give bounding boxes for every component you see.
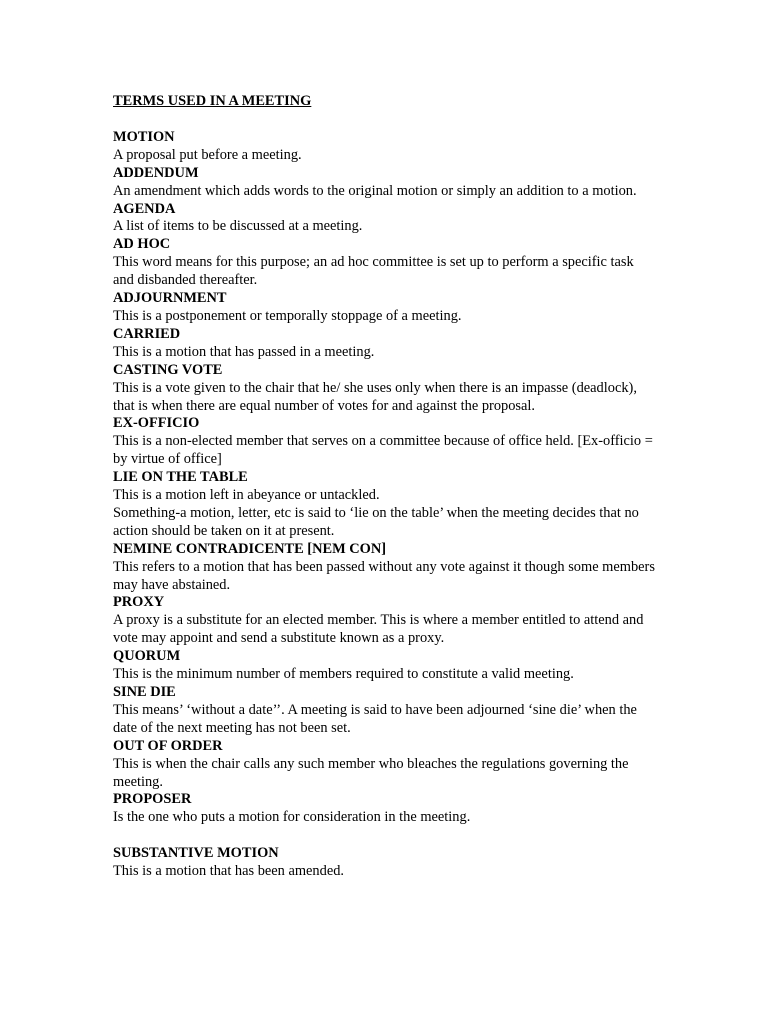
glossary-term: AGENDA	[113, 200, 176, 217]
glossary-definition: This is a postponement or temporally stoppage of a meeting.	[113, 307, 462, 324]
glossary-definition: This is a motion that has passed in a meeting.	[113, 343, 375, 360]
glossary-term: PROPOSER	[113, 791, 192, 808]
glossary-definition: This refers to a motion that has been passed without any vote against it though some members may have abstained.	[113, 558, 655, 593]
glossary-entry	[113, 129, 658, 165]
glossary-entry	[113, 290, 658, 326]
glossary-entry	[113, 326, 658, 362]
glossary-term: SINE DIE	[113, 684, 176, 700]
glossary-term: CASTING VOTE	[113, 361, 223, 378]
glossary-term: AD HOC	[113, 236, 171, 253]
glossary-definition: This is a motion that has been amended.	[113, 863, 344, 880]
glossary-definition: Something-a motion, letter, etc is said to ‘lie on the table’ when the meeting decides that no action should be taken on it at present.	[113, 504, 639, 539]
glossary-definition: A proxy is a substitute for an elected member. This is where a member entitled to attend and vote may appoint and send a substitute known as a proxy.	[113, 612, 644, 647]
glossary-term: OUT OF ORDER	[113, 737, 223, 754]
glossary-entry	[113, 684, 658, 738]
glossary-entry	[113, 738, 658, 792]
glossary-definition: This word means for this purpose; an ad hoc committee is set up to perform a specific task and disbanded thereafter.	[113, 254, 634, 289]
glossary-definition: This is a vote given to the chair that he/ she uses only when there is an impasse (deadlock), that is when there are equal number of votes for and against the proposal.	[113, 379, 637, 414]
glossary-definition: A proposal put before a meeting.	[113, 146, 302, 163]
glossary-term: EX-OFFICIO	[113, 415, 200, 432]
glossary-entry	[113, 845, 658, 881]
glossary-definition: This is when the chair calls any such member who bleaches the regulations governing the meeting.	[113, 755, 629, 790]
glossary-entry	[113, 201, 658, 237]
glossary-term: QUORUM	[113, 648, 181, 665]
glossary-definition: This is a non-elected member that serves on a committee because of office held. [Ex-officio = by virtue of office]	[113, 433, 653, 468]
glossary-definition: This is the minimum number of members required to constitute a valid meeting.	[113, 666, 574, 683]
glossary-entry	[113, 541, 658, 595]
glossary-definition: An amendment which adds words to the original motion or simply an addition to a motion.	[113, 182, 637, 199]
glossary-term: SUBSTANTIVE MOTION	[113, 845, 279, 862]
glossary-definition: Is the one who puts a motion for consideration in the meeting.	[113, 809, 471, 826]
glossary-entry	[113, 165, 658, 201]
glossary-term: PROXY	[113, 594, 165, 611]
glossary-definition: A list of items to be discussed at a meeting.	[113, 218, 363, 235]
glossary-entry	[113, 362, 658, 416]
glossary-entry	[113, 236, 658, 290]
glossary-term: NEMINE CONTRADICENTE [NEM CON]	[113, 540, 387, 557]
glossary-list	[113, 129, 658, 881]
glossary-entry	[113, 791, 658, 827]
glossary-term: ADDENDUM	[113, 164, 199, 181]
glossary-entry	[113, 648, 658, 684]
document-page	[113, 93, 658, 881]
glossary-entry	[113, 415, 658, 469]
glossary-definition: This is a motion left in abeyance or untackled.	[113, 487, 380, 504]
glossary-term: CARRIED	[113, 325, 181, 342]
glossary-definition: This means’ ‘without a date’’. A meeting is said to have been adjourned ‘sine die’ when the date of the next meeting has not been set.	[113, 701, 637, 736]
spacer	[113, 827, 658, 845]
glossary-term: LIE ON THE TABLE	[113, 469, 248, 486]
glossary-term: ADJOURNMENT	[113, 290, 227, 307]
glossary-entry	[113, 594, 658, 648]
glossary-term: MOTION	[113, 128, 175, 145]
document-title: TERMS USED IN A MEETING	[113, 93, 312, 109]
glossary-entry	[113, 469, 658, 541]
